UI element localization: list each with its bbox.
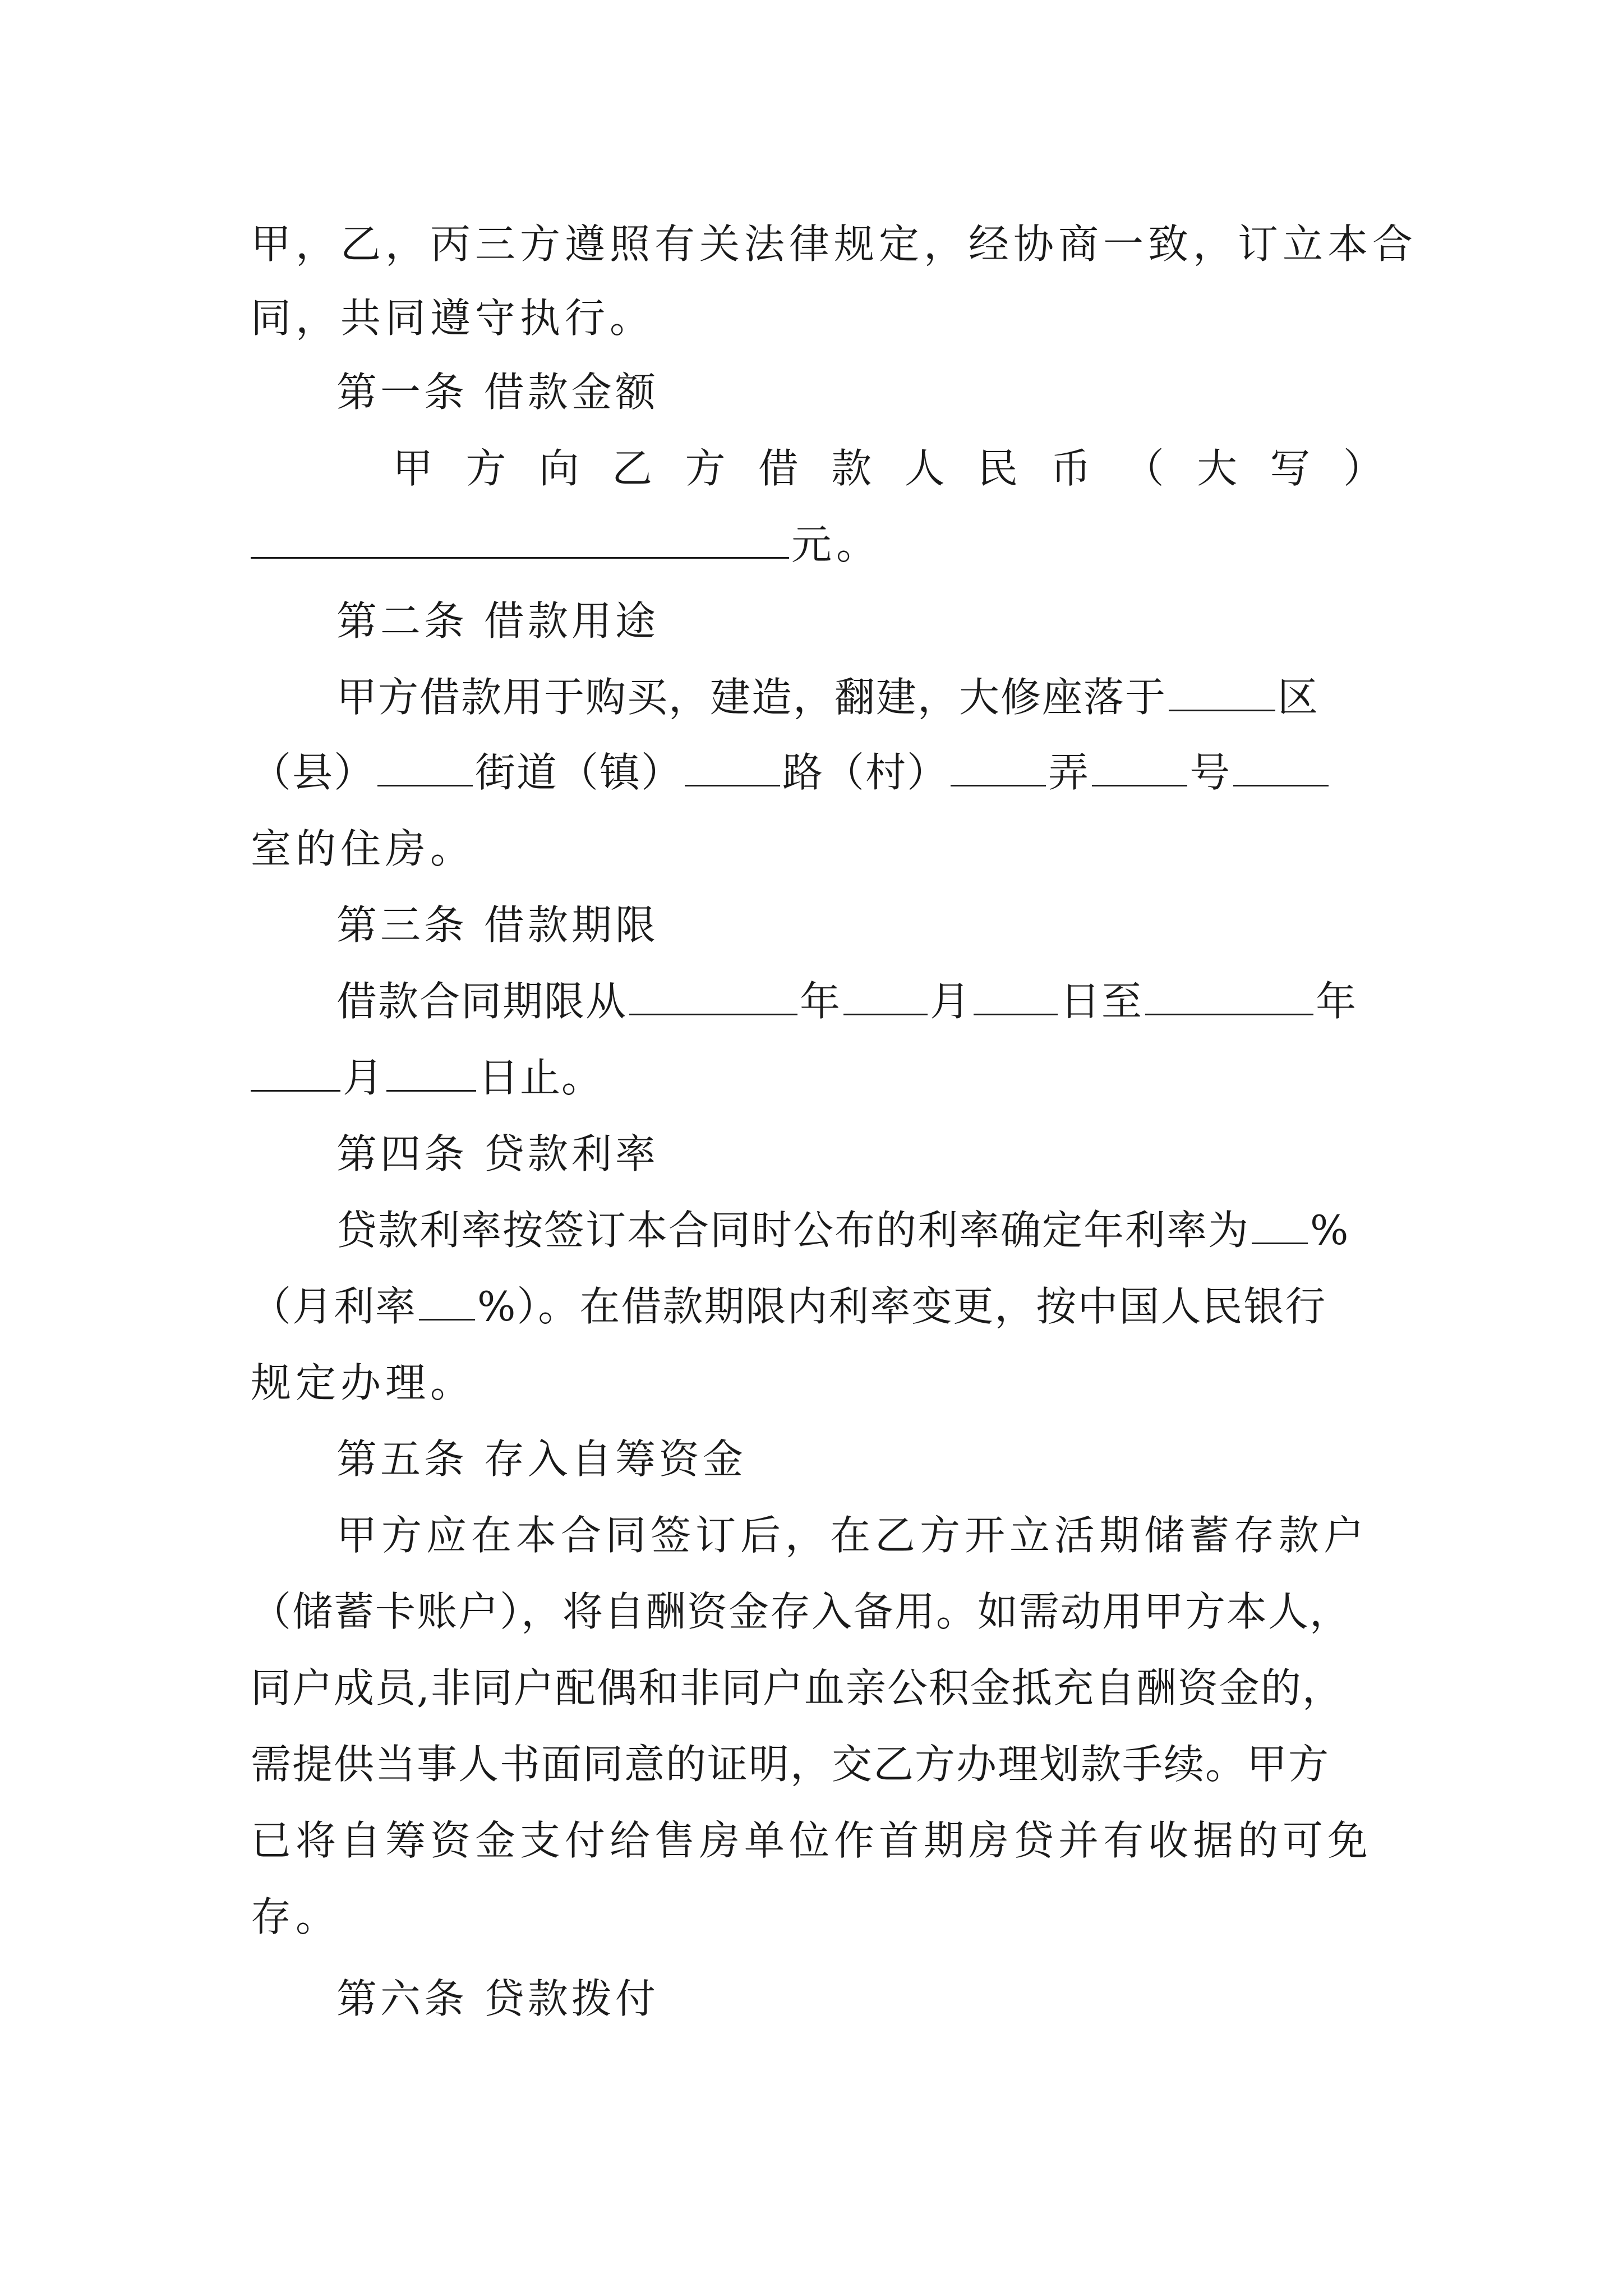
end-day-blank[interactable]: [386, 1055, 476, 1092]
article-2-line-1-text: 甲方借款用于购买，建造，翻建，大修座落于: [336, 674, 1167, 721]
district-blank[interactable]: [1169, 675, 1275, 711]
article-1-char: 人: [904, 445, 945, 492]
article-1-char: 向: [538, 445, 579, 492]
start-day-blank[interactable]: [974, 979, 1058, 1015]
article-3-heading: 第三条 借款期限: [336, 901, 659, 949]
article-1-char: 大: [1197, 445, 1238, 492]
article-2-part: 弄: [1048, 749, 1090, 796]
article-2-line-2: [251, 742, 1384, 803]
article-3-part: 年: [800, 978, 842, 1025]
article-5-line: 甲方应在本合同签订后，在乙方开立活期储蓄存款户: [336, 1512, 1369, 1559]
article-3-part: 借款合同期限从: [336, 978, 628, 1025]
article-1-char: ）: [1343, 445, 1384, 492]
article-3-part: 月: [930, 978, 972, 1025]
article-4-line-2-start: （月利率: [251, 1283, 417, 1330]
article-3-part: 日止。: [478, 1054, 603, 1101]
article-1-char: 款: [831, 445, 872, 492]
county-blank[interactable]: [377, 750, 473, 786]
article-6-heading: 第六条 贷款拨付: [336, 1975, 659, 2022]
article-2-line-1-end: 区: [1278, 674, 1320, 721]
amount-blank[interactable]: [251, 522, 789, 559]
article-2-part: 路（村）: [782, 749, 949, 796]
article-5-line: （储蓄卡账户），将自酬资金存入备用。如需动用甲方本人，: [251, 1588, 1352, 1635]
article-3-part: 日至: [1060, 978, 1144, 1025]
article-1-char: 甲: [393, 445, 434, 492]
article-5-line: 同户成员,非同户配偶和非同户血亲公积金抵充自酬资金的，: [251, 1664, 1344, 1711]
article-1-tail: 元。: [791, 521, 882, 568]
article-1-heading: 第一条 借款金额: [336, 369, 659, 416]
street-blank[interactable]: [685, 750, 780, 786]
article-1-char: 乙: [612, 445, 653, 492]
article-4-heading: 第四条 贷款利率: [336, 1130, 659, 1177]
end-month-blank[interactable]: [251, 1055, 340, 1092]
article-4-line-1: [336, 1199, 1384, 1261]
article-3-line-2: [251, 1047, 1384, 1108]
end-year-blank[interactable]: [1145, 979, 1313, 1015]
start-month-blank[interactable]: [843, 979, 928, 1015]
number-blank[interactable]: [1233, 750, 1329, 786]
article-4-line-1-text: 贷款利率按签订本合同时公布的利率确定年利率为: [336, 1207, 1250, 1254]
article-1-amount-blank-line: [251, 514, 1384, 576]
article-2-part: 街道（镇）: [475, 749, 683, 796]
article-5-line: 存。: [251, 1893, 341, 1940]
road-blank[interactable]: [951, 750, 1046, 786]
article-2-part: （县）: [251, 749, 376, 796]
article-2-heading: 第二条 借款用途: [336, 597, 659, 645]
article-3-line-1: [336, 970, 1384, 1032]
start-year-blank[interactable]: [629, 979, 797, 1015]
article-5-line: 已将自筹资金支付给售房单位作首期房贷并有收据的可免: [251, 1817, 1373, 1864]
article-1-char: 写: [1270, 445, 1311, 492]
intro-line-1: 甲，乙，丙三方遵照有关法律规定，经协商一致，订立本合: [251, 220, 1418, 268]
annual-rate-blank[interactable]: [1252, 1208, 1308, 1244]
intro-line-2: 同，共同遵守执行。: [251, 295, 655, 342]
article-1-char: 方: [465, 445, 506, 492]
article-2-line-1: [336, 666, 1384, 728]
article-5-heading: 第五条 存入自筹资金: [336, 1435, 746, 1483]
article-1-char: 方: [685, 445, 726, 492]
article-1-amount-line: [393, 438, 1384, 499]
article-1-char: 借: [758, 445, 799, 492]
article-2-line-3: 室的住房。: [251, 825, 476, 872]
article-4-line-2-end: %）。在借款期限内利率变更，按中国人民银行: [477, 1283, 1327, 1330]
article-2-part: 号: [1189, 749, 1232, 796]
article-4-line-3: 规定办理。: [251, 1359, 476, 1406]
article-4-line-2: [251, 1276, 1384, 1337]
article-4-line-1-end: %: [1310, 1207, 1350, 1254]
article-1-char: 民: [978, 445, 1018, 492]
monthly-rate-blank[interactable]: [419, 1284, 475, 1320]
article-1-char: 币: [1050, 445, 1091, 492]
article-3-part: 年: [1316, 978, 1358, 1025]
article-5-line: 需提供当事人书面同意的证明，交乙方办理划款手续。甲方: [251, 1741, 1330, 1788]
lane-blank[interactable]: [1092, 750, 1187, 786]
article-1-char: （: [1123, 445, 1164, 492]
article-3-part: 月: [343, 1054, 385, 1101]
